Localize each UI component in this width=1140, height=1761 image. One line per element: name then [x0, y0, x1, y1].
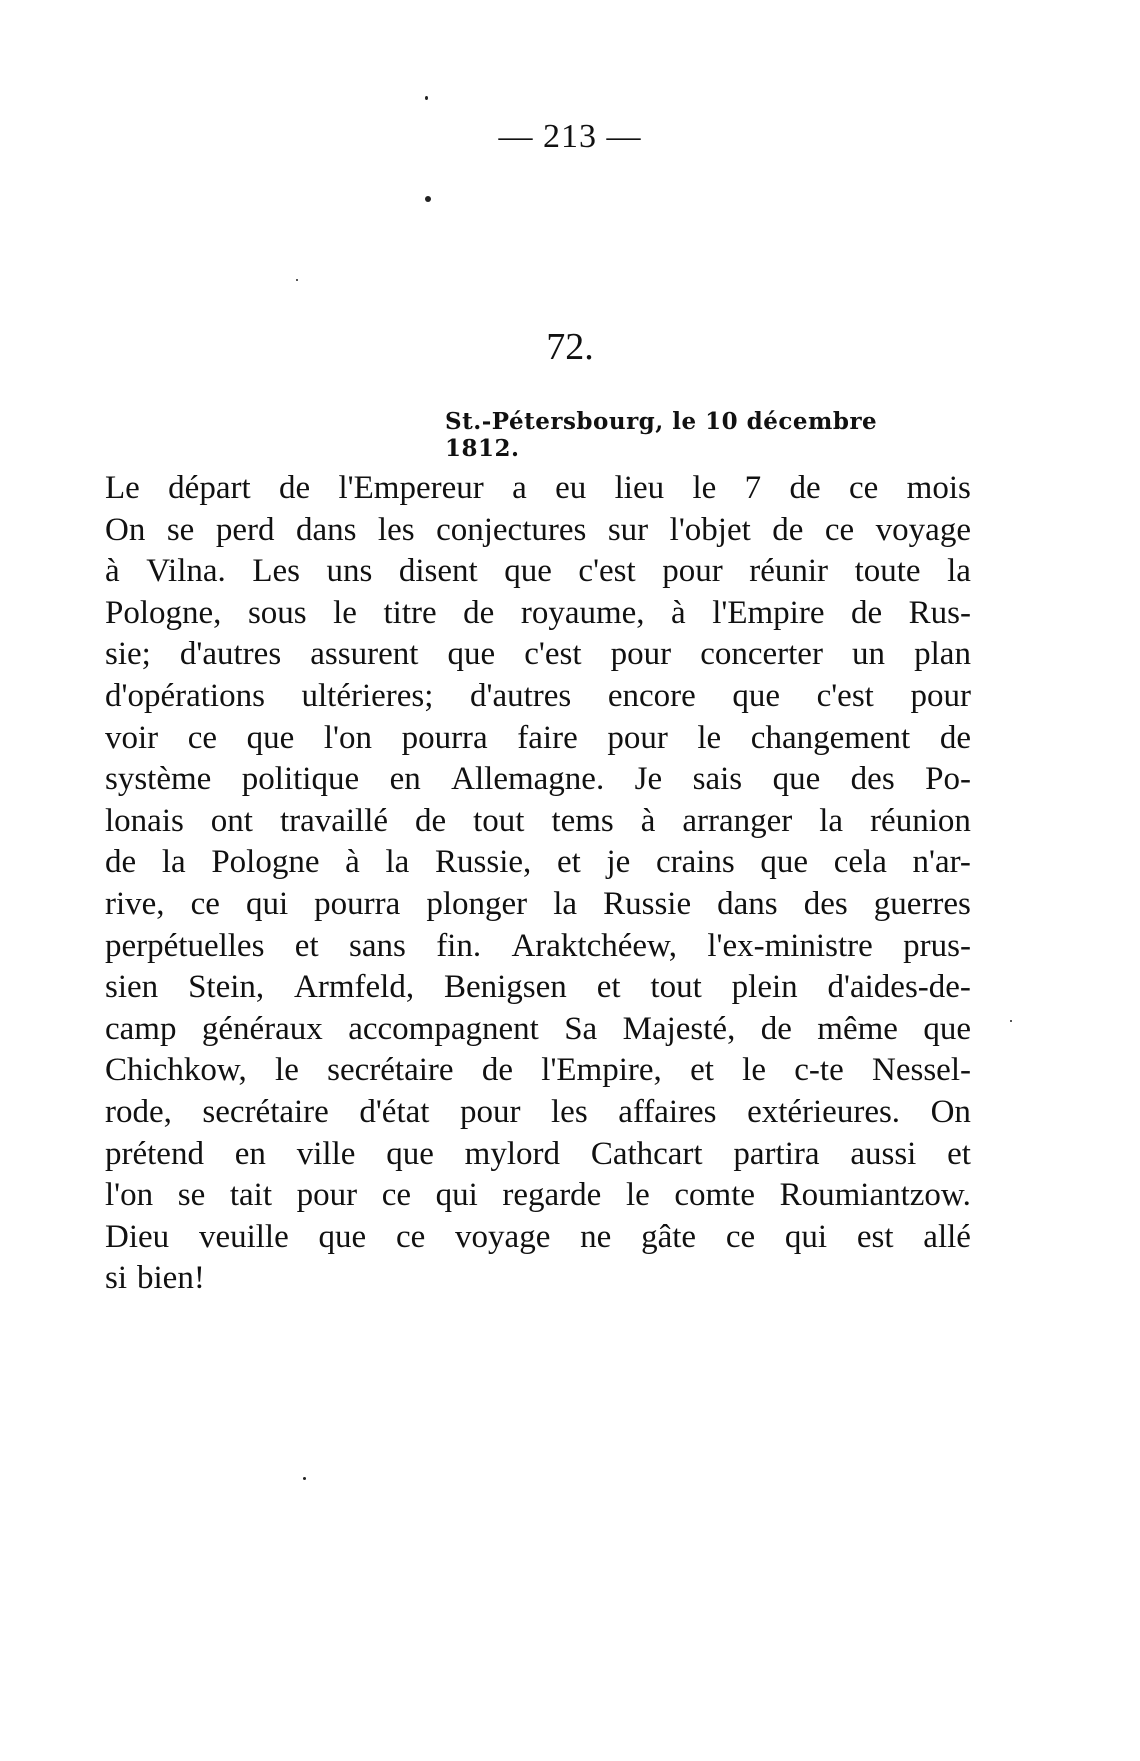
dateline: St.-Pétersbourg, le 10 décembre 1812.	[445, 408, 878, 462]
word: On	[105, 511, 146, 548]
text-line	[105, 593, 971, 635]
word: pourra	[314, 885, 401, 922]
word: uns	[326, 553, 373, 590]
word: qui	[245, 885, 289, 922]
word: les	[377, 511, 415, 548]
word: que	[447, 636, 496, 673]
word: 7	[744, 470, 762, 506]
word: qui	[435, 1177, 478, 1214]
word: voir	[105, 719, 159, 756]
word: plonger	[426, 885, 528, 922]
word: ville	[296, 1135, 356, 1172]
word: d'autres	[470, 677, 572, 714]
word: ne	[580, 1218, 612, 1255]
text-line	[105, 842, 971, 884]
word: la	[947, 553, 971, 590]
word: arranger	[682, 802, 793, 839]
text-line	[105, 676, 971, 718]
text-line	[105, 1258, 971, 1300]
word: ce	[395, 1218, 426, 1255]
word: que	[923, 1010, 971, 1047]
word: des	[850, 761, 895, 798]
text-line	[105, 718, 971, 760]
word: a	[512, 470, 527, 506]
word: dans	[717, 885, 778, 922]
word: l'Empire,	[541, 1052, 662, 1089]
word: système	[105, 761, 212, 798]
word: mois	[906, 470, 971, 506]
word: que	[504, 553, 552, 590]
word: d'aides-de-	[827, 969, 971, 1006]
word: pour	[910, 677, 971, 714]
word: allé	[923, 1218, 971, 1255]
word: un	[852, 636, 886, 673]
word: royaume,	[520, 594, 645, 631]
word: le	[275, 1052, 299, 1089]
letter-body	[105, 468, 971, 1300]
word: Majesté,	[622, 1010, 736, 1047]
word: Rus-	[908, 594, 971, 631]
text-line	[105, 801, 971, 843]
word: Allemagne.	[451, 761, 605, 798]
word: de	[278, 470, 311, 506]
word: Russie,	[435, 844, 532, 881]
word: mylord	[464, 1135, 560, 1172]
word: comte	[674, 1177, 756, 1214]
word: tout	[650, 969, 702, 1006]
word: tout	[473, 802, 525, 839]
word: c-te	[794, 1052, 844, 1089]
word: pour	[662, 553, 723, 590]
word: ce	[190, 885, 220, 922]
word: de	[760, 1010, 792, 1047]
word: eu	[555, 470, 587, 506]
word: le	[692, 470, 717, 506]
word: Pologne,	[105, 594, 222, 631]
word: rode,	[105, 1093, 172, 1130]
word: tems	[551, 802, 614, 839]
word: tait	[229, 1177, 272, 1214]
word: que	[732, 677, 781, 714]
text-line	[105, 551, 971, 593]
word: en	[389, 761, 421, 798]
word: ce	[187, 719, 218, 756]
text-line	[105, 926, 971, 968]
word: le	[742, 1052, 766, 1089]
word: lonais	[105, 802, 184, 839]
word: concerter	[700, 636, 823, 673]
word: secrétaire	[202, 1093, 329, 1130]
word: de	[850, 594, 883, 631]
word: voyage	[455, 1218, 551, 1255]
word: réunion	[870, 802, 971, 839]
word: la	[385, 844, 410, 881]
word: Araktchéew,	[511, 927, 677, 964]
word: et	[294, 927, 319, 964]
word: le	[625, 1177, 650, 1214]
word: Je	[634, 761, 663, 798]
text-line	[105, 510, 971, 552]
word: Dieu	[105, 1218, 170, 1255]
word: Les	[252, 553, 300, 590]
word: ce	[849, 470, 879, 506]
word: sien	[105, 969, 159, 1006]
word: regarde	[502, 1177, 602, 1214]
word: affaires	[618, 1093, 717, 1130]
word: je	[606, 844, 631, 881]
word: c'est	[578, 553, 636, 590]
word: crains	[655, 844, 735, 881]
word: partira	[733, 1135, 820, 1172]
word: Le	[105, 470, 140, 506]
word: de	[481, 1052, 513, 1089]
word: titre	[383, 594, 437, 631]
word: que	[760, 844, 809, 881]
word: faire	[517, 719, 578, 756]
word: Armfeld,	[294, 969, 415, 1006]
word: pourra	[401, 719, 488, 756]
word: conjectures	[436, 511, 587, 548]
word: généraux	[201, 1010, 323, 1047]
word: pour	[610, 636, 672, 673]
word: à	[640, 802, 656, 839]
word: Stein,	[188, 969, 265, 1006]
text-line	[105, 759, 971, 801]
word: l'Empereur	[338, 470, 484, 506]
word: cela	[833, 844, 887, 881]
word: disent	[398, 553, 478, 590]
word: la	[819, 802, 844, 839]
word: et	[690, 1052, 714, 1089]
word: est	[856, 1218, 894, 1255]
word: d'état	[359, 1093, 430, 1130]
word: bien!	[137, 1260, 205, 1297]
word: guerres	[873, 885, 971, 922]
word: perd	[215, 511, 275, 548]
word: se	[177, 1177, 206, 1214]
text-line	[105, 1050, 971, 1092]
word: les	[551, 1093, 588, 1130]
word: sur	[607, 511, 649, 548]
word: la	[161, 844, 186, 881]
word: Pologne	[211, 844, 320, 881]
text-line	[105, 1134, 971, 1176]
word: encore	[607, 677, 696, 714]
text-line	[105, 1009, 971, 1051]
text-line	[105, 884, 971, 926]
word: se	[166, 511, 195, 548]
word: de	[789, 470, 821, 506]
word: prus-	[903, 927, 971, 964]
word: que	[386, 1135, 434, 1172]
word: sais	[692, 761, 743, 798]
word: Nessel-	[872, 1052, 971, 1089]
word: le	[333, 594, 357, 631]
word: Sa	[564, 1010, 598, 1047]
word: Roumiantzow.	[779, 1177, 971, 1214]
word: qui	[784, 1218, 828, 1255]
word: lieu	[614, 470, 665, 506]
word: Po-	[925, 761, 971, 798]
word: de	[105, 844, 137, 881]
word: et	[556, 844, 581, 881]
word: changement	[750, 719, 911, 756]
word: Vilna.	[146, 553, 226, 590]
page-number: — 213 —	[498, 118, 642, 155]
word: fin.	[436, 927, 482, 964]
word: que	[246, 719, 295, 756]
word: rive,	[105, 885, 165, 922]
word: que	[318, 1218, 367, 1255]
word: à	[671, 594, 686, 631]
word: pour	[607, 719, 668, 756]
word: de	[463, 594, 495, 631]
text-line	[105, 468, 971, 510]
scan-speck	[303, 1477, 306, 1480]
word: c'est	[524, 636, 582, 673]
word: voyage	[875, 511, 971, 548]
letter-number: 72.	[546, 326, 594, 368]
word: camp	[105, 1010, 177, 1047]
word: si	[105, 1260, 128, 1297]
word: gâte	[641, 1218, 697, 1255]
word: ce	[725, 1218, 756, 1255]
word: de	[939, 719, 971, 756]
word: l'on	[323, 719, 372, 756]
word: Cathcart	[590, 1135, 703, 1172]
text-line	[105, 1217, 971, 1259]
word: Russie	[603, 885, 692, 922]
word: d'opérations	[105, 677, 265, 714]
word: en	[234, 1135, 266, 1172]
word: n'ar-	[912, 844, 971, 881]
word: réunir	[749, 553, 829, 590]
word: pour	[459, 1093, 521, 1130]
word: et	[596, 969, 621, 1006]
word: à	[105, 553, 120, 590]
word: sie;	[105, 636, 151, 673]
word: accompagnent	[348, 1010, 539, 1047]
word: c'est	[816, 677, 874, 714]
word: toute	[854, 553, 921, 590]
word: que	[772, 761, 821, 798]
word: même	[817, 1010, 898, 1047]
word: veuille	[198, 1218, 289, 1255]
word: l'Empire	[712, 594, 825, 631]
word: sous	[247, 594, 307, 631]
word: Benigsen	[443, 969, 567, 1006]
text-line	[105, 1175, 971, 1217]
text-line	[105, 967, 971, 1009]
word: travaillé	[279, 802, 389, 839]
word: aussi	[850, 1135, 917, 1172]
scan-speck	[425, 196, 431, 202]
word: secrétaire	[327, 1052, 454, 1089]
word: plan	[914, 636, 971, 673]
word: départ	[168, 470, 251, 506]
word: de	[415, 802, 447, 839]
scan-speck	[1010, 1020, 1012, 1022]
word: l'ex-ministre	[707, 927, 873, 964]
word: sans	[348, 927, 406, 964]
word: et	[947, 1135, 971, 1172]
word: plein	[731, 969, 798, 1006]
word: extérieures.	[747, 1093, 901, 1130]
word: pour	[296, 1177, 358, 1214]
word: l'objet	[669, 511, 751, 548]
text-line	[105, 634, 971, 676]
word: politique	[241, 761, 360, 798]
word: la	[553, 885, 578, 922]
word: ont	[210, 802, 253, 839]
word: d'autres	[179, 636, 282, 673]
word: On	[930, 1093, 971, 1130]
word: ce	[824, 511, 855, 548]
word: perpétuelles	[105, 927, 265, 964]
word: Chichkow,	[105, 1052, 247, 1089]
word: prétend	[105, 1135, 204, 1172]
word: assurent	[310, 636, 419, 673]
word: dans	[295, 511, 357, 548]
word: de	[772, 511, 804, 548]
text-line	[105, 1092, 971, 1134]
scan-speck	[425, 96, 428, 100]
word: ce	[381, 1177, 412, 1214]
word: des	[803, 885, 848, 922]
word: à	[345, 844, 360, 881]
word: ultérieres;	[301, 677, 434, 714]
word: l'on	[105, 1177, 154, 1214]
word: le	[697, 719, 722, 756]
scan-speck	[296, 279, 298, 281]
